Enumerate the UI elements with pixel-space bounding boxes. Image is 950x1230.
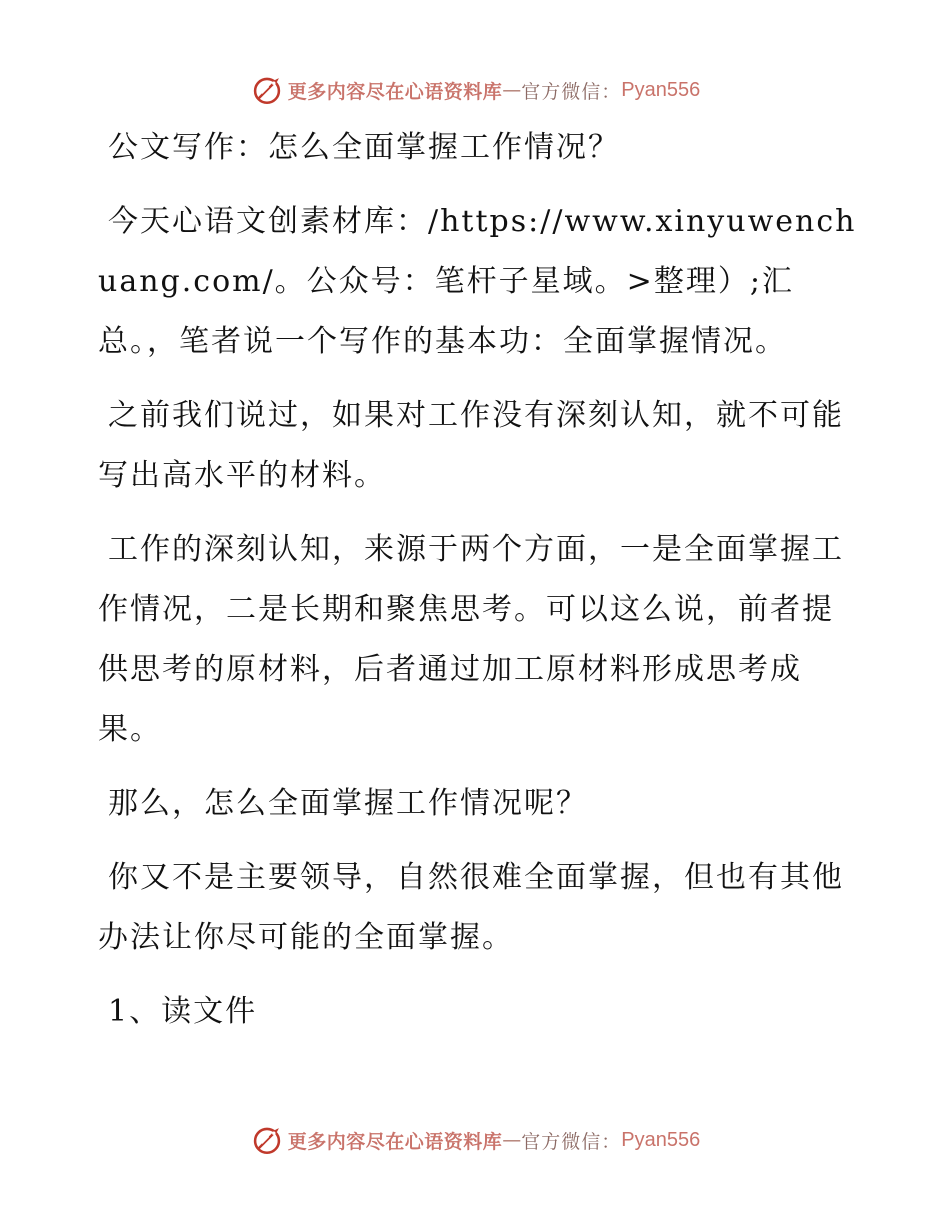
- header-banner: [0, 70, 950, 110]
- footer-banner: [0, 1120, 950, 1160]
- banner-wechat-label: 官方微信：: [521, 1130, 622, 1153]
- banner-wechat-id: Pyan556: [621, 1128, 701, 1151]
- document-body: [98, 118, 858, 1056]
- banner-dash: —: [502, 1129, 522, 1151]
- banner-promo-text: 更多内容尽在心语资料库: [287, 80, 503, 103]
- paragraph-5: 你又不是主要领导，自然很难全面掌握，但也有其他办法让你尽可能的全面掌握。: [98, 860, 844, 955]
- quill-pen-icon: [250, 1123, 284, 1157]
- banner-dash: —: [502, 79, 522, 101]
- document-title: 公文写作：怎么全面掌握工作情况？: [108, 130, 620, 165]
- banner-wechat-label: 官方微信：: [521, 80, 622, 103]
- quill-pen-icon: [250, 73, 284, 107]
- banner-promo-text: 更多内容尽在心语资料库: [287, 1130, 503, 1153]
- paragraph-1: 今天心语文创素材库：/https://www.xinyuwenchuang.com/。公众号：笔杆子星域。>整理）;汇总。，笔者说一个写作的基本功：全面掌握情况。: [98, 204, 857, 359]
- paragraph-3: 工作的深刻认知，来源于两个方面，一是全面掌握工作情况，二是长期和聚焦思考。可以这么说，前者提供思考的原材料，后者通过加工原材料形成思考成果。: [98, 532, 844, 747]
- section-heading: 1、读文件: [108, 994, 258, 1029]
- paragraph-2: 之前我们说过，如果对工作没有深刻认知，就不可能写出高水平的材料。: [98, 398, 844, 493]
- banner-wechat-id: Pyan556: [621, 78, 701, 101]
- paragraph-4: 那么，怎么全面掌握工作情况呢？: [108, 786, 588, 821]
